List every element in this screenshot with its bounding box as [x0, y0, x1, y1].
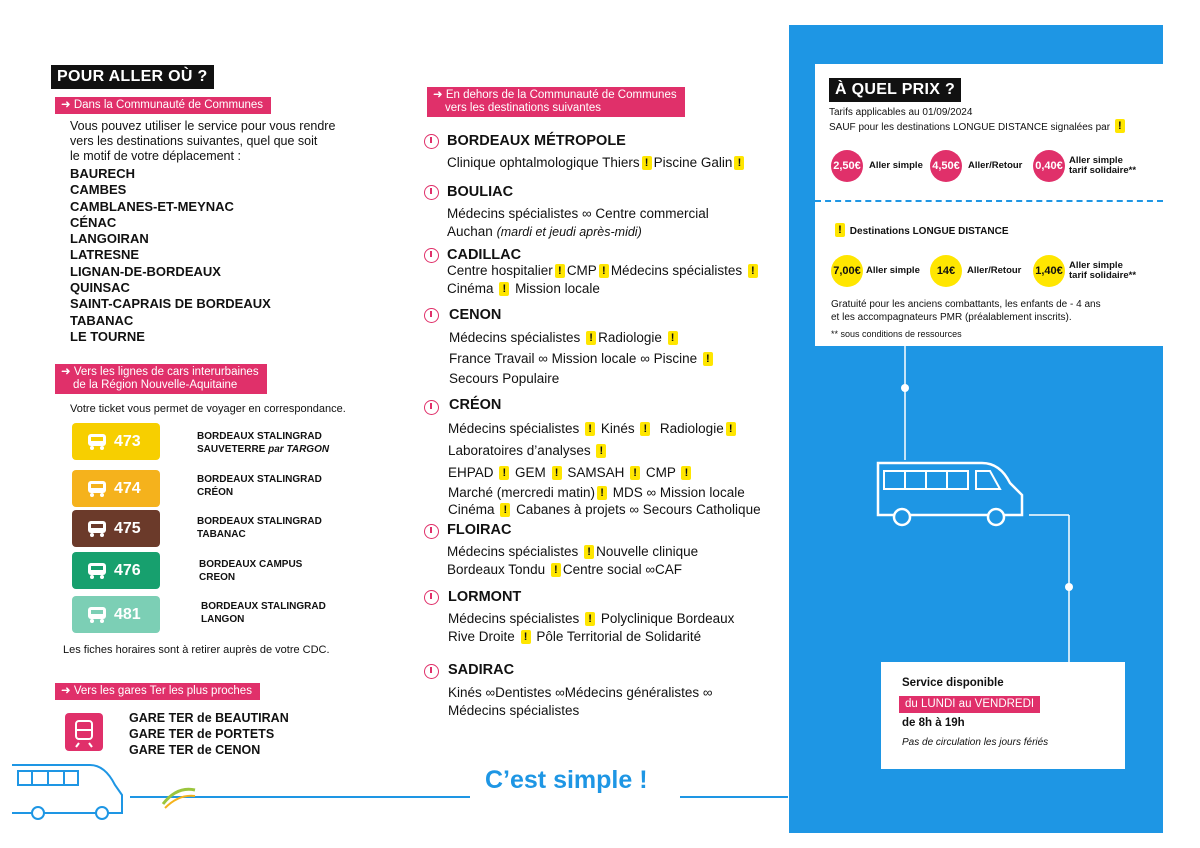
long-distance-icon: ! — [596, 444, 606, 458]
long-price-return: 14€ — [930, 255, 962, 287]
bus-number: 474 — [114, 479, 141, 497]
bus-line-481 — [72, 596, 160, 633]
bus-dest-474: BORDEAUX STALINGRAD CRÉON — [197, 474, 322, 498]
tag-outside: ➜ En dehors de la Communauté de Communes vers les destinations suivantes — [427, 87, 685, 117]
dest-title-lormont: LORMONT — [448, 589, 522, 605]
slogan: C’est simple ! — [485, 766, 648, 794]
dest-lines-cadillac: Centre hospitalier ! CMP ! Médecins spécialistes ! Cinéma ! Mission locale — [447, 262, 760, 298]
long-distance-icon: ! — [642, 156, 652, 170]
bus-dest-476: BORDEAUX CAMPUS CREON — [199, 559, 303, 583]
bus-icon — [86, 606, 108, 624]
long-distance-icon: ! — [521, 630, 531, 644]
long-distance-icon: ! — [584, 545, 594, 559]
long-distance-icon: ! — [555, 264, 565, 278]
long-distance-icon: ! — [551, 563, 561, 577]
price-solidarity: 0,40€ — [1033, 150, 1065, 182]
ticket-text: Votre ticket vous permet de voyager en correspondance. — [70, 403, 346, 415]
town: LANGOIRAN — [70, 231, 149, 247]
long-distance-icon: ! — [640, 422, 650, 436]
long-distance-icon: ! — [597, 486, 607, 500]
price-solidarity-label: Aller simple tarif solidaire** — [1069, 155, 1137, 176]
minibus-icon — [872, 455, 1032, 530]
section-title-price: À QUEL PRIX ? — [829, 78, 961, 102]
location-pin-icon — [424, 134, 439, 149]
bus-line-474 — [72, 470, 160, 507]
long-distance-icon: ! — [748, 264, 758, 278]
bus-line-473 — [72, 423, 160, 460]
long-distance-icon: ! — [499, 466, 509, 480]
long-distance-icon: ! — [835, 223, 845, 237]
service-hours: de 8h à 19h — [902, 717, 965, 729]
bus-line-476 — [72, 552, 160, 589]
long-distance-icon: ! — [726, 422, 736, 436]
ter-station: GARE TER de BEAUTIRAN — [129, 711, 289, 725]
town: CÉNAC — [70, 214, 117, 230]
long-distance-icon: ! — [585, 612, 595, 626]
section-title-where: POUR ALLER OÙ ? — [51, 65, 214, 89]
train-icon — [65, 713, 103, 751]
long-distance-icon: ! — [703, 352, 713, 366]
dest-title-cenon: CENON — [449, 307, 502, 323]
ter-station: GARE TER de CENON — [129, 743, 261, 757]
town: BAURECH — [70, 166, 135, 181]
long-price-single: 7,00€ — [831, 255, 863, 287]
long-distance-icon: ! — [630, 466, 640, 480]
dest-title-floirac: FLOIRAC — [447, 522, 512, 538]
long-distance-icon: ! — [586, 331, 596, 345]
location-pin-icon — [424, 185, 439, 200]
long-distance-icon: ! — [585, 422, 595, 436]
dest-lines-floirac: Médecins spécialistes ! Nouvelle clinique Bordeaux Tondu ! Centre social ∞CAF — [447, 544, 699, 577]
long-distance-icon: ! — [734, 156, 744, 170]
service-title: Service disponible — [902, 677, 1004, 689]
cdc-logo — [161, 784, 197, 810]
town: QUINSAC — [70, 280, 130, 296]
dest-lines-sadirac: Kinés ∞Dentistes ∞Médecins généralistes ∞ Médecins spécialistes — [448, 685, 713, 718]
town: CAMBLANES-ET-MEYNAC — [70, 198, 234, 214]
bus-dest-481: BORDEAUX STALINGRAD LANGON — [201, 601, 326, 625]
service-days: du LUNDI au VENDREDI — [899, 696, 1040, 713]
dest-title-bouliac: BOULIAC — [447, 184, 514, 200]
bus-icon — [86, 433, 108, 451]
town: LATRESNE — [70, 247, 140, 263]
towns-list — [70, 166, 271, 345]
price-return-label: Aller/Retour — [968, 160, 1023, 171]
bus-icon — [86, 480, 108, 498]
long-distance-icon: ! — [500, 503, 510, 517]
tarif-text: Tarifs applicables au 01/09/2024 SAUF pour les destinations LONGUE DISTANCE signalées par ! — [829, 107, 1127, 134]
price-single: 2,50€ — [831, 150, 863, 182]
long-distance-icon: ! — [552, 466, 562, 480]
town: LIGNAN-DE-BORDEAUX — [70, 263, 221, 279]
bus-icon — [86, 520, 108, 538]
tag-ter: ➜ Vers les gares Ter les plus proches — [55, 683, 260, 700]
long-price-solidarity-label: Aller simple tarif solidaire** — [1069, 260, 1137, 281]
bus-line-475 — [72, 510, 160, 547]
bus-number: 481 — [114, 605, 141, 623]
bus-number: 473 — [114, 432, 141, 450]
dest-lines-creon: Médecins spécialistes ! Kinés ! Radiologie ! Laboratoires d’analyses ! EHPAD ! GEM ! SAMSAH ! CMP ! Marché (mercredi matin) ! MDS ∞ Mission locale Cinéma ! Cabanes à projets ∞ Secours Catholique — [448, 421, 761, 517]
long-distance-icon: ! — [499, 282, 509, 296]
footnote: ** sous conditions de ressources — [831, 329, 962, 339]
location-pin-icon — [424, 590, 439, 605]
dest-title-cadillac: CADILLAC — [447, 247, 522, 263]
location-pin-icon — [424, 308, 439, 323]
long-price-return-label: Aller/Retour — [967, 265, 1022, 276]
dest-title-creon: CRÉON — [449, 397, 502, 413]
intro-text: Vous pouvez utiliser le service pour vous rendre vers les destinations suivantes, quel que soit le motif de votre déplacement : — [70, 119, 336, 163]
town: CAMBES — [70, 182, 127, 198]
price-return: 4,50€ — [930, 150, 962, 182]
dest-lines-bordeaux: Clinique ophtalmologique Thiers ! Piscine Galin ! — [447, 154, 746, 172]
service-note: Pas de circulation les jours fériés — [902, 737, 1049, 748]
timetable-note: Les fiches horaires sont à retirer auprès de votre CDC. — [63, 644, 330, 656]
bus-number: 476 — [114, 561, 141, 579]
price-single-label: Aller simple — [869, 160, 923, 171]
bus-dest-475: BORDEAUX STALINGRAD TABANAC — [197, 516, 322, 540]
minibus-outline-icon — [10, 755, 130, 825]
dest-lines-bouliac: Médecins spécialistes ∞ Centre commercial Auchan (mardi et jeudi après-midi) — [447, 206, 709, 239]
bus-number: 475 — [114, 519, 141, 537]
town: TABANAC — [70, 312, 134, 328]
bus-icon — [86, 562, 108, 580]
free-text: Gratuité pour les anciens combattants, les enfants de - 4 ans et les accompagnateurs PMR (préalablement inscrits). — [831, 299, 1101, 323]
dest-lines-lormont: Médecins spécialistes ! Polyclinique Bordeaux Rive Droite ! Pôle Territorial de Solidarité — [448, 611, 735, 644]
tag-lines: ➜ Vers les lignes de cars interurbaines de la Région Nouvelle-Aquitaine — [55, 364, 267, 394]
dest-title-bordeaux: BORDEAUX MÉTROPOLE — [447, 133, 626, 149]
price-divider — [815, 200, 1163, 202]
long-price-single-label: Aller simple — [866, 265, 920, 276]
town: SAINT-CAPRAIS DE BORDEAUX — [70, 296, 271, 312]
long-distance-icon: ! — [681, 466, 691, 480]
bottom-rule-right — [680, 796, 788, 798]
dest-lines-cenon: Médecins spécialistes ! Radiologie ! France Travail ∞ Mission locale ∞ Piscine ! Secours Populaire — [449, 328, 715, 390]
dest-title-sadirac: SADIRAC — [448, 662, 515, 678]
long-distance-icon: ! — [599, 264, 609, 278]
location-pin-icon — [424, 524, 439, 539]
town: LE TOURNE — [70, 328, 145, 344]
tag-cdc: ➜ Dans la Communauté de Communes — [55, 97, 271, 114]
long-distance-icon: ! — [1115, 119, 1125, 133]
ter-stations — [129, 710, 289, 758]
bus-dest-473: BORDEAUX STALINGRAD SAUVETERRE par TARGON — [197, 431, 330, 455]
long-price-solidarity: 1,40€ — [1033, 255, 1065, 287]
ter-station: GARE TER de PORTETS — [129, 727, 275, 741]
location-pin-icon — [424, 248, 439, 263]
long-distance-title: ! Destinations LONGUE DISTANCE — [833, 223, 1009, 237]
location-pin-icon — [424, 400, 439, 415]
long-distance-icon: ! — [668, 331, 678, 345]
location-pin-icon — [424, 664, 439, 679]
